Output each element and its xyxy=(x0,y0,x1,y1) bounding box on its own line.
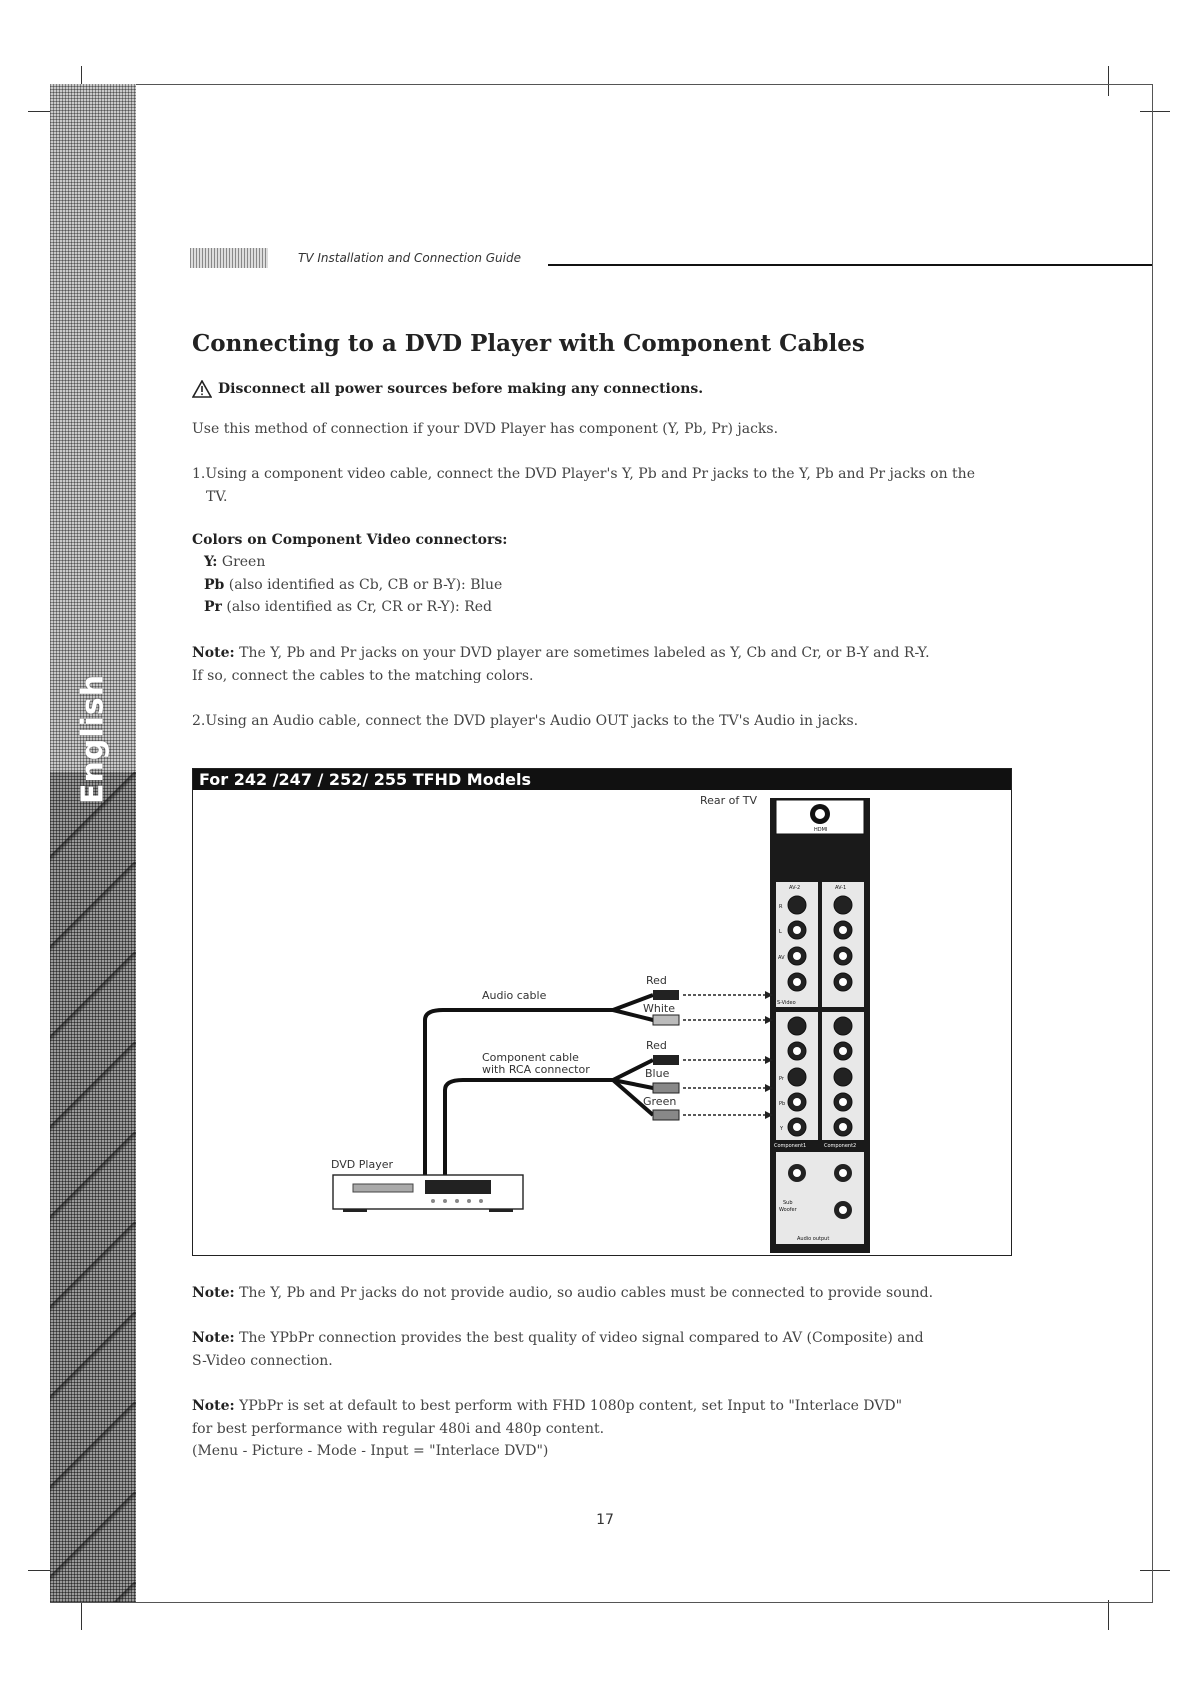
panel-audio-output-label: Audio output xyxy=(797,1236,830,1242)
dvd-player-label: DVD Player xyxy=(331,1158,393,1171)
panel-svideo-label: S-Video xyxy=(777,1000,796,1006)
header-rule xyxy=(548,264,1152,266)
note4-line3: (Menu - Picture - Mode - Input = "Interlace DVD") xyxy=(192,1443,549,1459)
color-y-text: Green xyxy=(217,554,266,570)
warning-text: Disconnect all power sources before making any connections. xyxy=(218,381,704,397)
plug-comp-green xyxy=(653,1110,679,1120)
panel-l-label: L xyxy=(779,929,782,935)
color-pb-label: Pb xyxy=(204,577,225,593)
note4-text: YPbPr is set at default to best perform with FHD 1080p content, set Input to "Interlace DVD" xyxy=(234,1398,903,1414)
crop-mark xyxy=(1140,1570,1170,1571)
panel-av2-label: AV-2 xyxy=(789,885,801,891)
component-cable-label-2: with RCA connector xyxy=(482,1063,590,1076)
note2-text: The Y, Pb and Pr jacks do not provide audio, so audio cables must be connected to provide sound. xyxy=(234,1285,934,1301)
step1-line1: 1.Using a component video cable, connect the DVD Player's Y, Pb and Pr jacks to the Y, Pb and Pr jacks on the xyxy=(192,466,975,482)
connection-diagram xyxy=(192,768,1012,1256)
crop-mark xyxy=(1140,111,1170,112)
note3-line1 xyxy=(192,1330,924,1346)
note4-line1 xyxy=(192,1398,902,1414)
green-label: Green xyxy=(643,1095,677,1108)
note1-line2: If so, connect the cables to the matching colors. xyxy=(192,668,534,684)
note1-line1 xyxy=(192,645,930,661)
audio-cable-label: Audio cable xyxy=(482,989,547,1002)
colors-heading: Colors on Component Video connectors: xyxy=(192,532,508,548)
brand-logo xyxy=(190,248,268,268)
step1-line2: TV. xyxy=(206,489,228,505)
color-pr-label: Pr xyxy=(204,599,222,615)
language-sidebar xyxy=(50,84,136,1602)
guide-title: TV Installation and Connection Guide xyxy=(298,251,521,265)
note4-label: Note: xyxy=(192,1398,235,1414)
panel-y-label: Y xyxy=(780,1126,784,1132)
step2-text: 2.Using an Audio cable, connect the DVD player's Audio OUT jacks to the TV's Audio in jacks. xyxy=(192,713,859,729)
sidebar-pattern xyxy=(50,772,136,1602)
component-cable-label-1: Component cable xyxy=(482,1051,579,1064)
component-cable-red xyxy=(445,1060,653,1175)
panel-hdmi-label: HDMI xyxy=(814,827,828,833)
crop-mark xyxy=(81,1600,82,1630)
note1-text: The Y, Pb and Pr jacks on your DVD player are sometimes labeled as Y, Cb and Cr, or B-Y and R-Y. xyxy=(234,645,930,661)
panel-sub-label: Sub xyxy=(783,1200,793,1206)
page-frame-top xyxy=(136,84,1152,85)
note1-label: Note: xyxy=(192,645,235,661)
color-pr-text: (also identified as Cr, CR or R-Y): Red xyxy=(221,599,493,615)
color-pb-text: (also identified as Cb, CB or B-Y): Blue xyxy=(224,577,503,593)
note3-label: Note: xyxy=(192,1330,235,1346)
page-frame-right xyxy=(1152,84,1153,1602)
plug-comp-red xyxy=(653,1055,679,1065)
plug-audio-red xyxy=(653,990,679,1000)
color-y xyxy=(204,554,265,570)
panel-woofer-label: Woofer xyxy=(779,1207,797,1213)
intro-text: Use this method of connection if your DVD Player has component (Y, Pb, Pr) jacks. xyxy=(192,421,779,437)
panel-r-label: R xyxy=(779,904,783,910)
panel-av1-label: AV-1 xyxy=(835,885,847,891)
audio-output-group xyxy=(776,1152,864,1244)
panel-component2-label: Component2 xyxy=(824,1143,857,1149)
note3-line2: S-Video connection. xyxy=(192,1353,333,1369)
panel-component1-label: Component1 xyxy=(774,1143,807,1149)
panel-pb-label: Pb xyxy=(779,1101,786,1107)
color-pr xyxy=(204,599,492,615)
color-y-label: Y: xyxy=(204,554,218,570)
note2-label: Note: xyxy=(192,1285,235,1301)
language-tab: English xyxy=(75,673,111,805)
crop-mark xyxy=(1108,66,1109,96)
plug-audio-white xyxy=(653,1015,679,1025)
warning-icon xyxy=(192,380,212,398)
page-title: Connecting to a DVD Player with Component Cables xyxy=(192,330,865,357)
page-frame-bottom xyxy=(50,1602,1153,1603)
panel-av-label: AV xyxy=(778,955,785,961)
diagram-art xyxy=(193,790,1011,1255)
plug-comp-blue xyxy=(653,1083,679,1093)
white-label: White xyxy=(643,1002,675,1015)
red-audio-label: Red xyxy=(646,974,667,987)
color-pb xyxy=(204,577,502,593)
red-component-label: Red xyxy=(646,1039,667,1052)
blue-label: Blue xyxy=(645,1067,670,1080)
rear-of-tv-label: Rear of TV xyxy=(700,794,758,807)
diagram-banner: For 242 /247 / 252/ 255 TFHD Models xyxy=(193,769,1011,790)
note3-text: The YPbPr connection provides the best quality of video signal compared to AV (Composite) and xyxy=(234,1330,924,1346)
note2 xyxy=(192,1285,933,1301)
warning-line xyxy=(192,380,703,398)
panel-pr-label: Pr xyxy=(779,1076,784,1082)
page-header xyxy=(190,248,1152,272)
note4-line2: for best performance with regular 480i and 480p content. xyxy=(192,1421,605,1437)
crop-mark xyxy=(1108,1600,1109,1630)
page-number: 17 xyxy=(596,1512,614,1528)
